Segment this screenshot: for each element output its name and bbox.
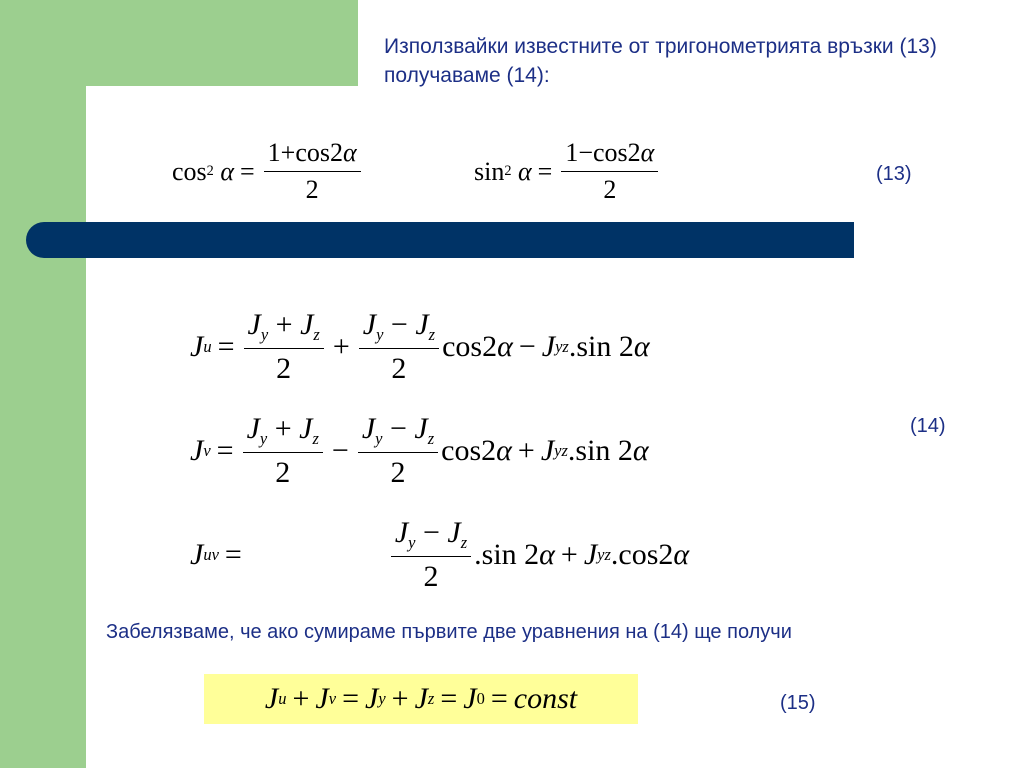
intro-text: Използвайки известните от тригонометрията връзки (13) получаваме (14): — [384, 35, 937, 87]
left-green-band — [0, 0, 86, 768]
equation-label-14: (14) — [910, 415, 946, 437]
top-green-band — [86, 0, 358, 86]
equation-juv: J uv = $\frac{J_y - J_z}{2}$ .sin 2 α + J yz .cos2 α — [190, 516, 690, 593]
note-text: Забелязваме, че ако сумираме първите две уравнения на (14) ще получи — [106, 621, 792, 643]
equation-sum-highlight: J u + J v = J y + J z = J 0 = const — [204, 674, 638, 724]
navy-divider-bar — [26, 222, 854, 258]
equation-ju: J u = $\frac{J_y + J_z}{2}$ + $\frac{J_y - J_z}{2}$ cos2 α − J yz .sin 2 α — [190, 308, 650, 385]
equation-jv: J v = $\frac{J_y + J_z}{2}$ − $\frac{J_y - J_z}{2}$ cos2 α + J yz .sin 2 α — [190, 412, 649, 489]
equation-label-13: (13) — [876, 163, 912, 185]
equation-label-15: (15) — [780, 692, 816, 714]
equation-sin-squared: sin 2 α = $\frac{1-\cos 2\alpha}{2}$ — [474, 138, 661, 205]
equation-cos-squared: cos 2 α = $\frac{1+\cos 2\alpha}{2}$ — [172, 138, 364, 205]
